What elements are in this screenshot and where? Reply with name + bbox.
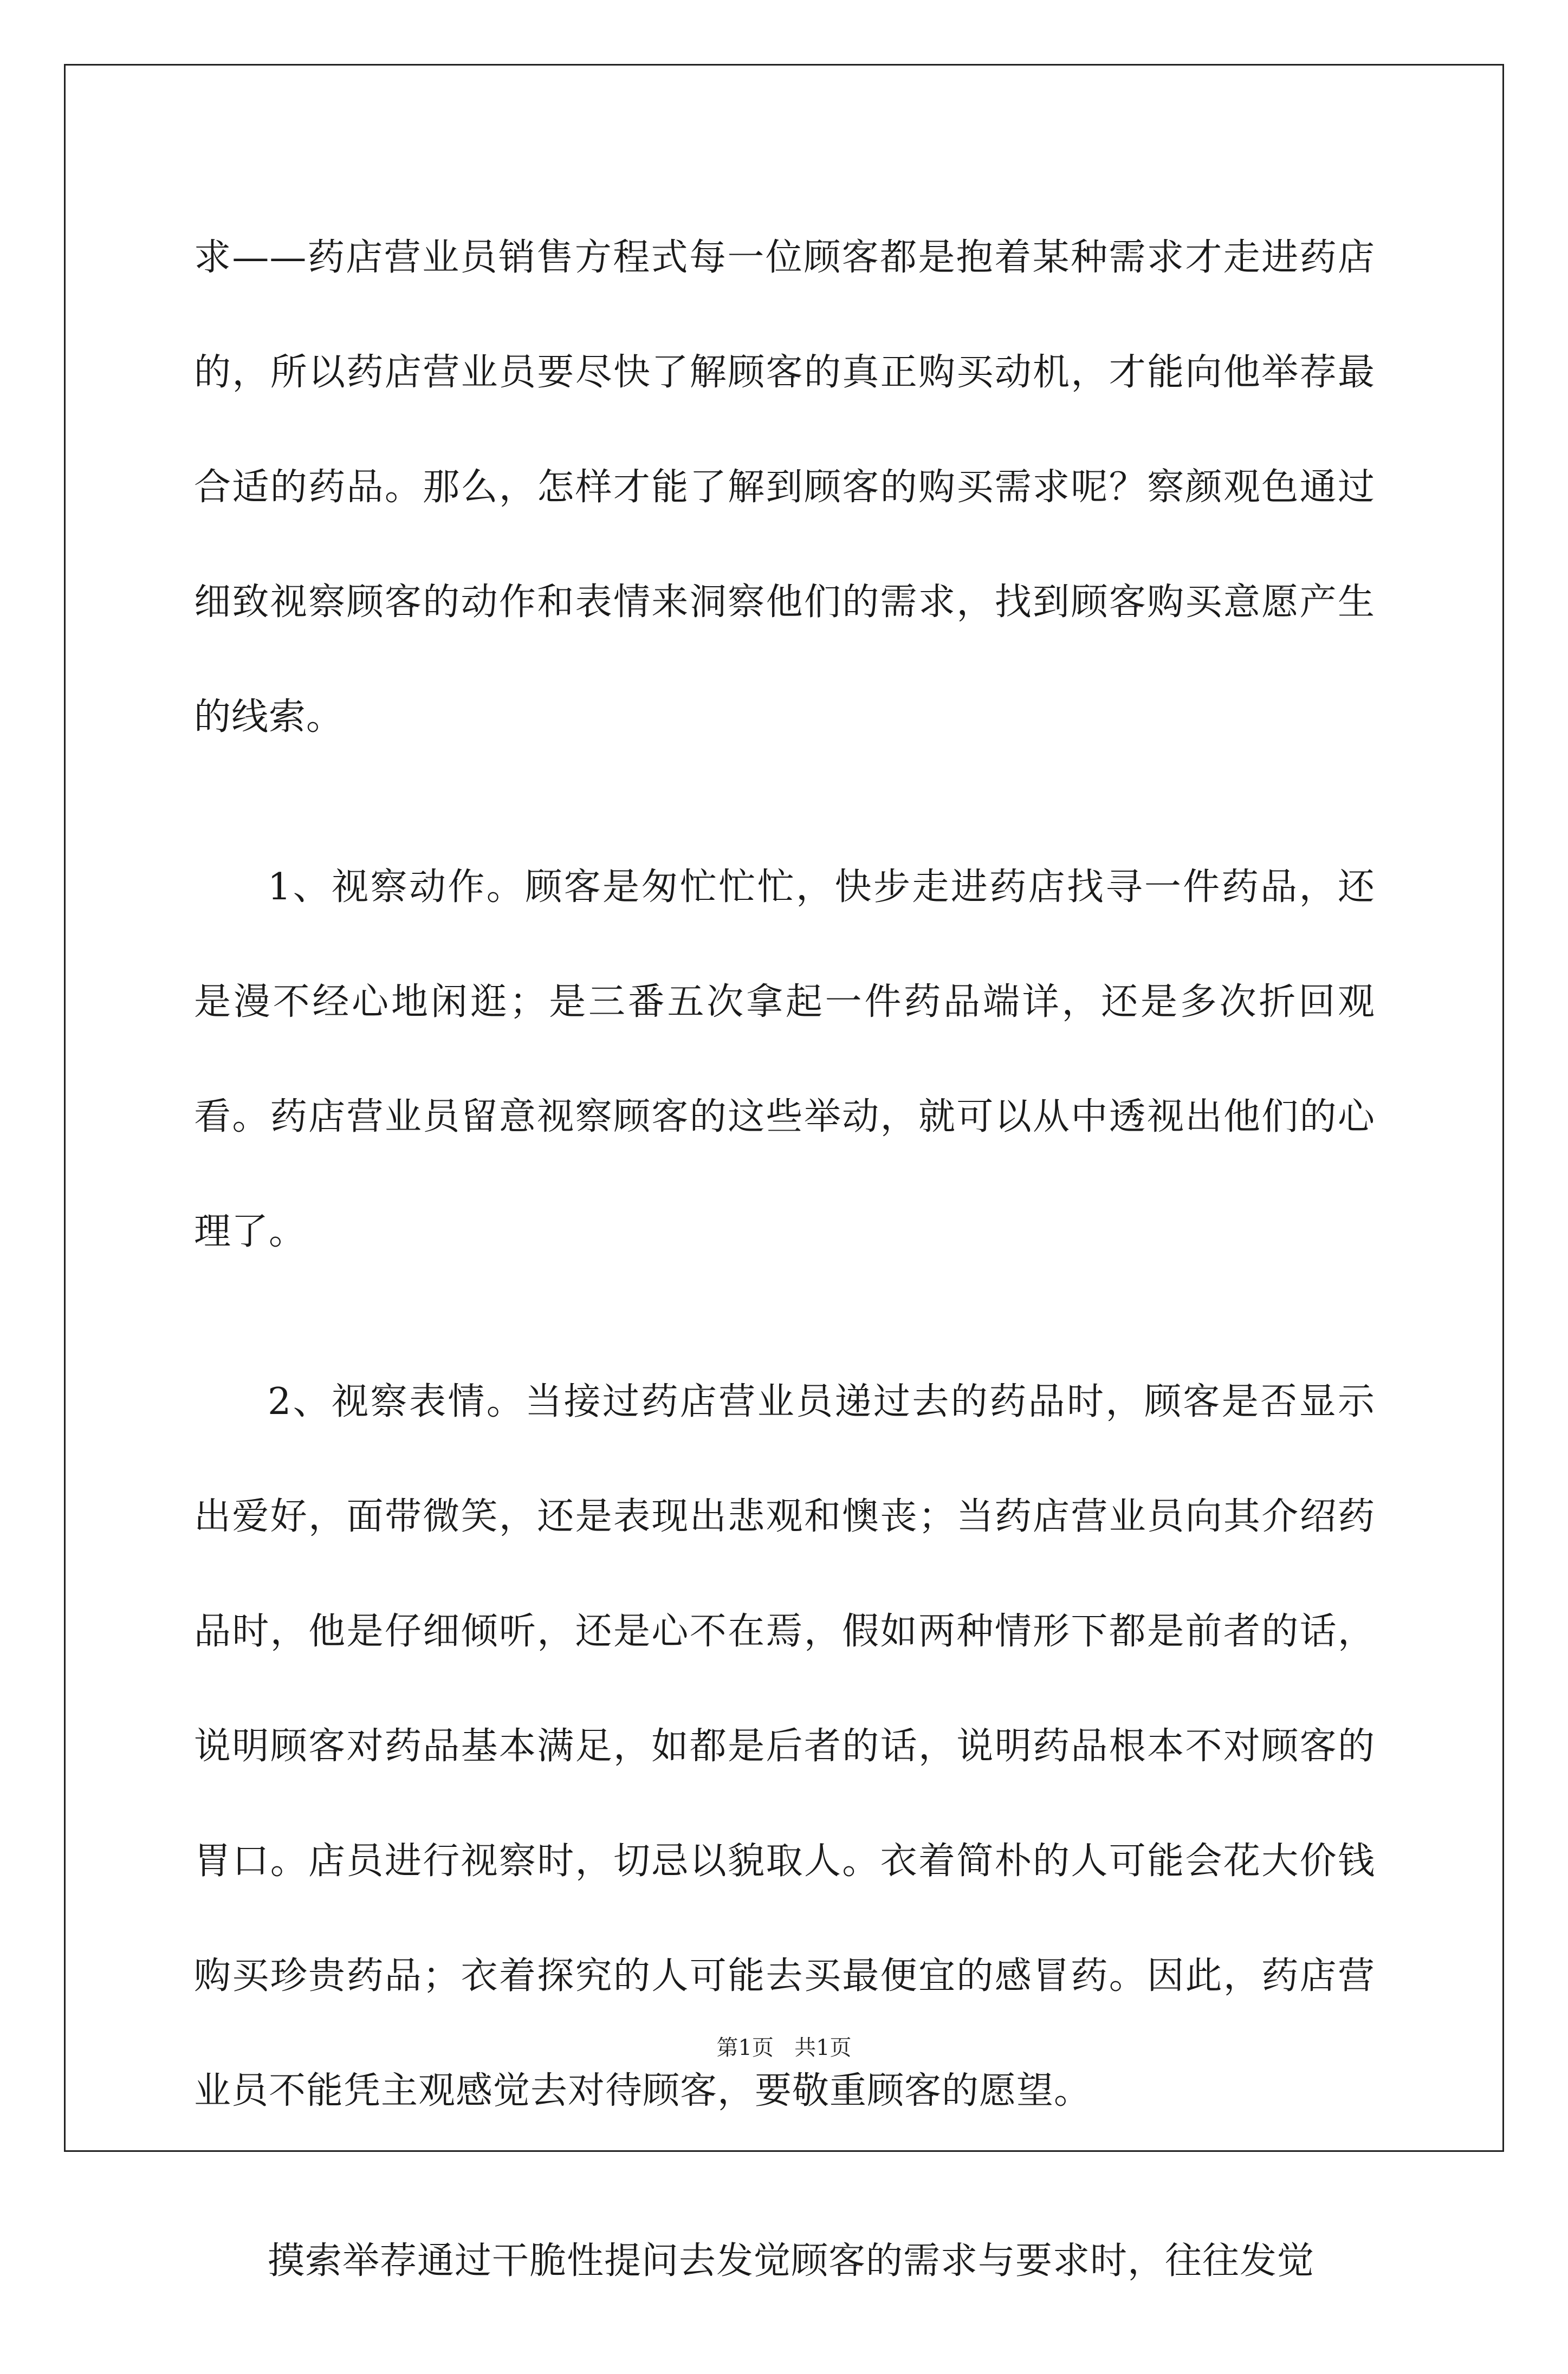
page-number: 第1页 [716,2035,774,2060]
paragraph-intro: 求——药店营业员销售方程式每一位顾客都是抱着某种需求才走进药店的，所以药店营业员要尽快了解顾客的真正购买动机，才能向他举荐最合适的药品。那么，怎样才能了解到顾客的购买需求呢？察颜观色通过细致视察顾客的动作和表情来洞察他们的需求，找到顾客购买意愿产生的线索。 [194,236,1375,738]
page-footer [0,2034,1568,2061]
page-total: 共1页 [794,2035,852,2060]
paragraph-explore-recommend: 摸索举荐通过干脆性提问去发觉顾客的需求与要求时，往往发觉 [268,2240,1315,2282]
paragraph-observe-expressions: 2、视察表情。当接过药店营业员递过去的药品时，顾客是否显示出爱好，面带微笑，还是表现出悲观和懊丧；当药店营业员向其介绍药品时，他是仔细倾听，还是心不在焉，假如两种情形下都是前者的话，说明顾客对药品基本满足，如都是后者的话，说明药品根本不对顾客的胃口。店员进行视察时，切忌以貌取人。衣着简朴的人可能会花大价钱购买珍贵药品；衣着探究的人可能去买最便宜的感冒药。因此，药店营业员不能凭主观感觉去对待顾客，要敬重顾客的愿望。 [194,1380,1375,2112]
paragraph-observe-actions: 1、视察动作。顾客是匆忙忙忙，快步走进药店找寻一件药品，还是漫不经心地闲逛；是三番五次拿起一件药品端详，还是多次折回观看。药店营业员留意视察顾客的这些举动，就可以从中透视出他们的心理了。 [194,866,1375,1253]
